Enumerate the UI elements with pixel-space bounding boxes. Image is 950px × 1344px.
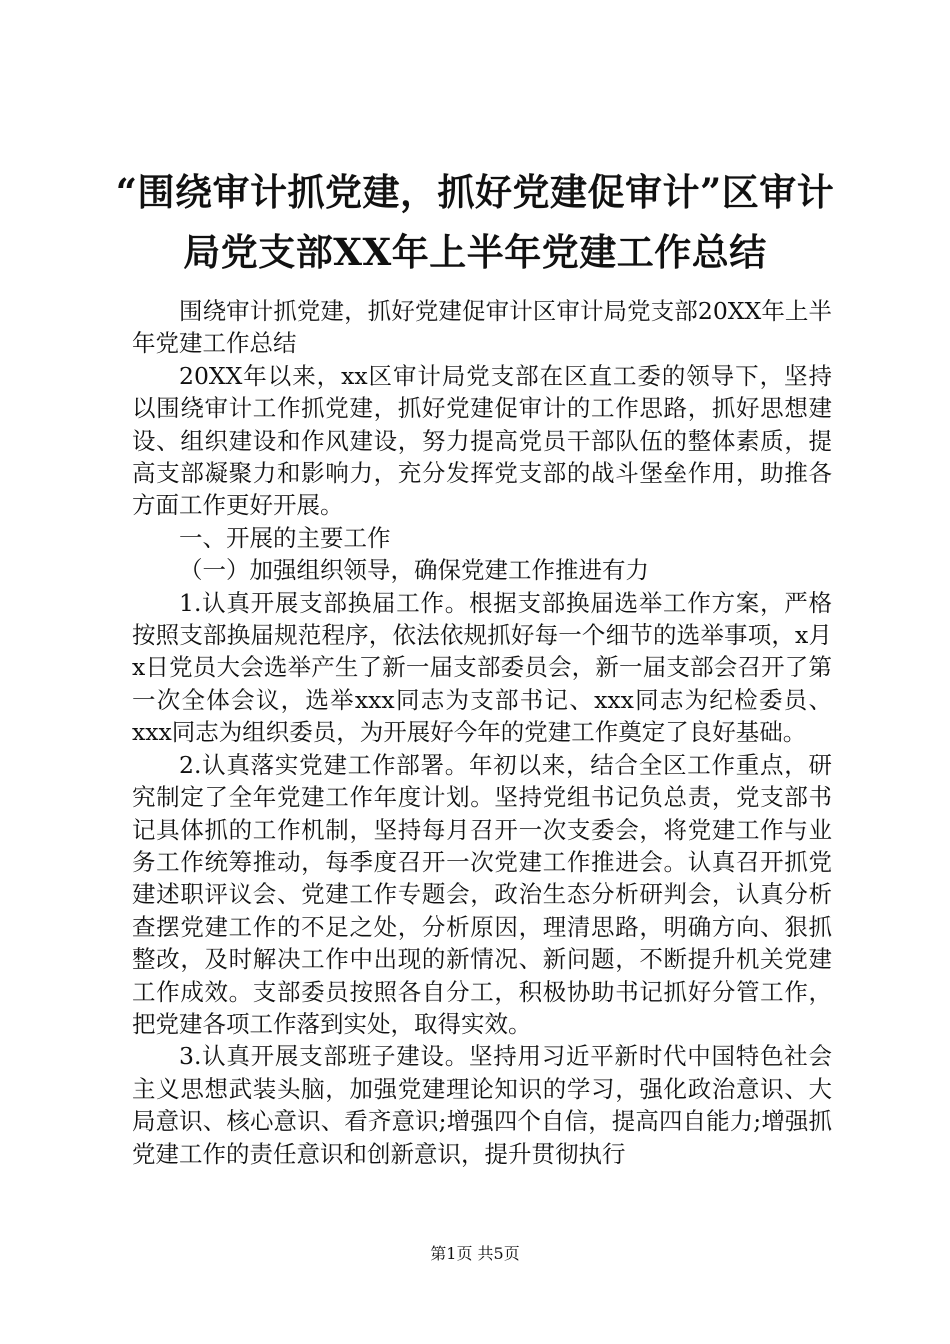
summary-paragraph: 20XX年以来，xx区审计局党支部在区直工委的领导下，坚持以围绕审计工作抓党建，抓好党建促审计的工作思路，抓好思想建设、组织建设和作风建设，努力提高党员干部队伍的整体素质，提高支部凝聚力和影响力，充分发挥党支部的战斗堡垒作用，助推各方面工作更好开展。 [132,361,832,520]
intro-paragraph: 围绕审计抓党建，抓好党建促审计区审计局党支部20XX年上半年党建工作总结 [132,297,832,358]
document-title-line-2: 局党支部XX年上半年党建工作总结 [183,230,767,274]
page-number-footer: 第1页 共5页 [430,1244,520,1263]
document-title-line-1: “围绕审计抓党建，抓好党建促审计”区审计 [115,170,835,214]
subsection-heading: （一）加强组织领导，确保党建工作推进有力 [179,556,649,585]
item-paragraph-1: 1.认真开展支部换届工作。根据支部换届选举工作方案，严格按照支部换届规范程序，依法依规抓好每一个细节的选举事项，x月x日党员大会选举产生了新一届支部委员会，新一届支部会召开了第一次全体会议，选举xxx同志为支部书记、xxx同志为纪检委员、xxx同志为组织委员，为开展好今年的党建工作奠定了良好基础。 [132,588,832,747]
document-body [132,295,832,1170]
item-paragraph-3: 3.认真开展支部班子建设。坚持用习近平新时代中国特色社会主义思想武装头脑，加强党建理论知识的学习，强化政治意识、大局意识、核心意识、看齐意识;增强四个自信，提高四自能力;增强抓党建工作的责任意识和创新意识，提升贯彻执行 [132,1042,832,1168]
section-heading: 一、开展的主要工作 [179,523,391,552]
item-paragraph-2: 2.认真落实党建工作部署。年初以来，结合全区工作重点，研究制定了全年党建工作年度计划。坚持党组书记负总责，党支部书记具体抓的工作机制，坚持每月召开一次支委会，将党建工作与业务工作统筹推动，每季度召开一次党建工作推进会。认真召开抓党建述职评议会、党建工作专题会，政治生态分析研判会，认真分析查摆党建工作的不足之处，分析原因，理清思路，明确方向、狠抓整改，及时解决工作中出现的新情况、新问题，不断提升机关党建工作成效。支部委员按照各自分工，积极协助书记抓好分管工作，把党建各项工作落到实处，取得实效。 [132,750,832,1038]
